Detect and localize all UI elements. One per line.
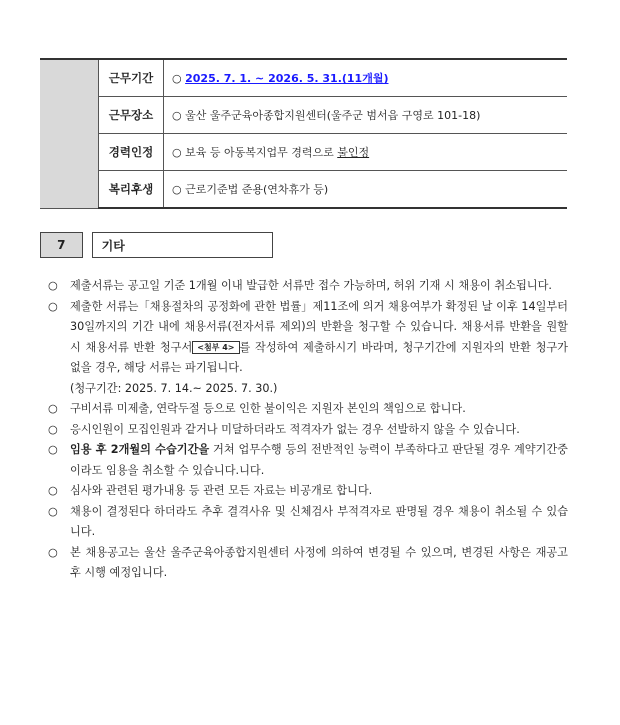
row-label: 복리후생 [99, 171, 164, 209]
list-item [48, 440, 568, 481]
work-period-value: 2025. 7. 1. ~ 2026. 5. 31.(11개월) [185, 72, 389, 85]
section-title: 기타 [92, 232, 273, 258]
bullet: ○ [48, 279, 58, 292]
item-text [70, 297, 568, 400]
item-text [70, 440, 568, 481]
item-text: 구비서류 미제출, 연락두절 등으로 인한 불이익은 지원자 본인의 책임으로 합니다. [70, 402, 466, 415]
bullet: ○ [48, 504, 58, 518]
row-value [164, 134, 568, 171]
bullet: ○ [48, 443, 58, 456]
item-text-part: 제출한 서류는「채용절차의 공정화에 관한 법률」제11조에 의거 채용여부가 확정된 날 이후 14일부터 30일까지의 기간 내에 채용서류(전자서류 제외)의 반환을 청구할 수 있습니다. 채용서류 반환을 원할 시 채용서류 반환 청구서 [70, 299, 568, 354]
table-row [40, 171, 567, 209]
info-table [40, 58, 567, 209]
bullet: ○ [48, 484, 58, 497]
bullet: ○ [48, 299, 58, 313]
bullet: ○ [172, 72, 182, 85]
item-text-part: (청구기간: 2025. 7. 14.~ 2025. 7. 30.) [70, 381, 278, 395]
section-header [40, 232, 273, 258]
row-label: 근무장소 [99, 97, 164, 134]
item-text: 응시인원이 모집인원과 같거나 미달하더라도 적격자가 없는 경우 선발하지 않을 수 있습니다. [70, 422, 520, 436]
item-text-part: 거쳐 업무수행 등의 전반적인 능력이 부족하다고 판단될 경우 계약기간중이라도 임용을 취소할 수 있습니다.니다. [70, 443, 568, 477]
list-item [48, 481, 568, 502]
row-label: 근무기간 [99, 59, 164, 97]
welfare-value: 근로기준법 준용(연차휴가 등) [185, 183, 329, 196]
item-text-part: 를 작성하여 제출하시기 바라며, 청구기간에 지원자의 반환 청구가 없을 경우, 해당 서류는 파기됩니다. [70, 340, 568, 374]
bullet: ○ [172, 146, 182, 159]
list-item [48, 502, 568, 543]
list-item [48, 420, 568, 441]
row-label: 경력인정 [99, 134, 164, 171]
list-item [48, 543, 568, 584]
list-item [48, 399, 568, 420]
table-row [40, 97, 567, 134]
notes-list [48, 276, 568, 584]
bullet: ○ [48, 402, 58, 415]
list-item [48, 297, 568, 400]
bullet: ○ [172, 183, 182, 196]
item-text: 채용이 결정된다 하더라도 추후 결격사유 및 신체검사 부적격자로 판명될 경우 채용이 취소될 수 있습니다. [70, 504, 568, 538]
row-value [164, 171, 568, 209]
list-item [48, 276, 568, 297]
row-value [164, 97, 568, 134]
bullet: ○ [172, 109, 182, 122]
career-value-prefix: 보육 등 아동복지업무 경력으로 [185, 146, 338, 159]
row-value [164, 59, 568, 97]
table-row [40, 59, 567, 97]
item-text-bold: 임용 후 2개월의 수습기간을 [70, 443, 210, 456]
bullet: ○ [48, 545, 58, 559]
career-value-underline: 불인정 [337, 146, 370, 159]
item-text: 본 채용공고는 울산 울주군육아종합지원센터 사정에 의하여 변경될 수 있으며, 변경된 사항은 재공고 후 시행 예정입니다. [70, 545, 568, 579]
work-place-value: 울산 울주군육아종합지원센터(울주군 범서읍 구영로 101-18) [185, 109, 481, 122]
table-row [40, 134, 567, 171]
gray-cell [40, 59, 99, 208]
item-text: 제출서류는 공고일 기준 1개월 이내 발급한 서류만 접수 가능하며, 허위 기재 시 채용이 취소됩니다. [70, 279, 552, 292]
section-number: 7 [40, 232, 83, 258]
item-text: 심사와 관련된 평가내용 등 관련 모든 자료는 비공개로 합니다. [70, 484, 373, 497]
attachment-tag: <첨부 4> [192, 341, 239, 354]
bullet: ○ [48, 422, 58, 436]
